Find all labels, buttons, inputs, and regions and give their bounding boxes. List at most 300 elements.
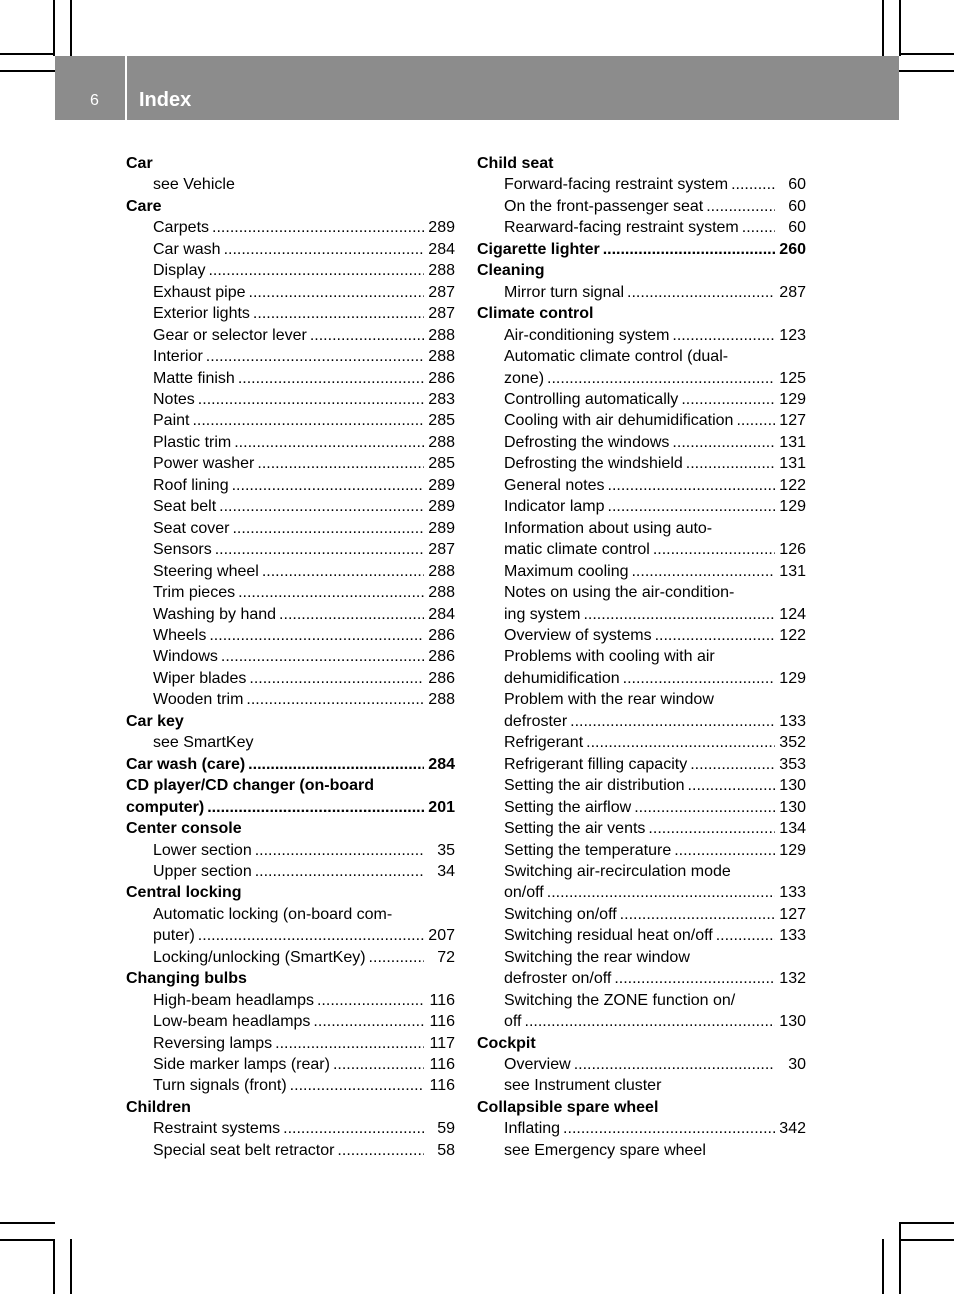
index-subentry (126, 925, 455, 946)
dot-leader (283, 1118, 424, 1139)
index-subentry (477, 368, 806, 389)
index-subentry (126, 646, 455, 667)
entry-text: Collapsible spare wheel (477, 1098, 659, 1116)
page-ref[interactable]: 207 (428, 927, 455, 945)
index-subentry (126, 282, 455, 303)
index-subentry (477, 432, 806, 453)
entry-text: Switching the rear window (504, 948, 690, 966)
index-heading (126, 754, 455, 775)
dot-leader (248, 754, 424, 775)
page-ref[interactable]: 286 (428, 369, 455, 387)
index-subentry (126, 1118, 455, 1139)
page-ref[interactable]: 353 (779, 755, 806, 773)
page-ref[interactable]: 134 (779, 820, 806, 838)
index-subentry (126, 840, 455, 861)
entry-text: computer) (126, 798, 205, 816)
dot-leader (563, 1118, 775, 1139)
dot-leader (620, 904, 775, 925)
page-ref[interactable]: 286 (428, 669, 455, 687)
entry-text: Car (126, 155, 153, 172)
index-subentry (126, 260, 455, 281)
dot-leader (547, 882, 775, 903)
page-ref[interactable]: 60 (788, 176, 806, 194)
page-ref[interactable]: 30 (788, 1056, 806, 1074)
entry-text: Rearward-facing restraint system (504, 219, 739, 237)
dot-leader (655, 625, 775, 646)
entry-text: Washing by hand (153, 605, 277, 623)
entry-text: Wiper blades (153, 669, 247, 687)
page-ref[interactable]: 342 (779, 1120, 806, 1138)
dot-leader (686, 453, 775, 474)
entry-text: zone) (504, 369, 545, 387)
index-subentry (126, 325, 455, 346)
page-ref[interactable]: 58 (437, 1141, 455, 1159)
index-subentry (477, 925, 806, 946)
entry-text: Exhaust pipe (153, 283, 246, 301)
dot-leader (275, 1033, 424, 1054)
entry-text: Carpets (153, 219, 210, 237)
entry-text: ing system (504, 605, 581, 623)
entry-text: Problems with cooling with air (504, 648, 715, 666)
index-subentry (126, 239, 455, 260)
entry-text: Cockpit (477, 1034, 536, 1052)
page-ref[interactable]: 288 (428, 326, 455, 344)
page-ref[interactable]: 133 (779, 712, 806, 730)
page-ref[interactable]: 117 (429, 1034, 455, 1052)
page-ref[interactable]: 133 (779, 884, 806, 902)
dot-leader (249, 668, 424, 689)
entry-text: General notes (504, 476, 605, 494)
index-heading (126, 818, 455, 839)
page-ref[interactable]: 287 (779, 283, 806, 301)
page-ref[interactable]: 133 (779, 927, 806, 945)
index-subentry (477, 732, 806, 753)
index-subentry (126, 582, 455, 603)
page-ref[interactable]: 129 (779, 390, 806, 408)
index-heading (477, 1033, 806, 1054)
index-subentry (126, 1011, 455, 1032)
index-subentry (477, 711, 806, 732)
entry-text: Switching air-recirculation mode (504, 862, 731, 880)
dot-leader (634, 797, 775, 818)
index-subentry (126, 432, 455, 453)
dot-leader (219, 496, 424, 517)
dot-leader (672, 432, 775, 453)
entry-text: Setting the temperature (504, 841, 672, 859)
dot-leader (653, 539, 775, 560)
dot-leader (608, 496, 776, 517)
index-heading (477, 153, 806, 174)
index-subentry (126, 217, 455, 238)
entry-text: Cigarette lighter (477, 240, 600, 258)
index-subentry (477, 346, 806, 367)
dot-leader (192, 410, 424, 431)
index-subentry (477, 217, 806, 238)
dot-leader (736, 410, 775, 431)
page-ref[interactable]: 287 (428, 541, 455, 559)
page-ref[interactable]: 284 (428, 755, 455, 773)
index-subentry (477, 1011, 806, 1032)
index-subentry (477, 539, 806, 560)
entry-text: Changing bulbs (126, 970, 247, 988)
page-ref[interactable]: 59 (437, 1120, 455, 1138)
entry-text: Car key (126, 712, 184, 730)
page-ref[interactable]: 116 (429, 991, 455, 1009)
page-ref[interactable]: 116 (429, 1013, 455, 1031)
index-subentry (126, 518, 455, 539)
dot-leader (688, 775, 775, 796)
dot-leader (198, 925, 424, 946)
index-heading (126, 1097, 455, 1118)
crop-mark (899, 53, 954, 55)
entry-text: Refrigerant (504, 734, 584, 752)
entry-text: Center console (126, 820, 242, 838)
index-subentry (126, 904, 455, 925)
page-ref[interactable]: 132 (779, 970, 806, 988)
index-heading (126, 775, 455, 796)
index-subentry (477, 174, 806, 195)
index-subentry (477, 818, 806, 839)
dot-leader (674, 840, 775, 861)
entry-text: On the front-passenger seat (504, 197, 704, 215)
crop-mark (70, 0, 72, 56)
dot-leader (706, 196, 775, 217)
crop-mark (0, 1239, 55, 1241)
entry-text: Cooling with air dehumidification (504, 412, 734, 430)
dot-leader (313, 1011, 424, 1032)
dot-leader (547, 368, 775, 389)
page-ref[interactable]: 352 (779, 734, 806, 752)
page-ref[interactable]: 131 (779, 433, 806, 451)
crop-mark (882, 0, 884, 56)
index-subentry (477, 1054, 806, 1075)
index-subentry (477, 196, 806, 217)
dot-leader (333, 1054, 424, 1075)
page-ref[interactable]: 60 (788, 219, 806, 237)
index-column-left (126, 153, 455, 1161)
index-subentry (126, 303, 455, 324)
index-subentry (477, 561, 806, 582)
index-subentry (126, 625, 455, 646)
dot-leader (583, 604, 775, 625)
entry-text: see Emergency spare wheel (504, 1141, 706, 1159)
page-ref[interactable]: 288 (428, 262, 455, 280)
entry-text: Setting the airflow (504, 798, 632, 816)
page-ref[interactable]: 288 (428, 691, 455, 709)
page-ref[interactable]: 288 (428, 433, 455, 451)
index-subentry (126, 604, 455, 625)
dot-leader (224, 239, 424, 260)
page-ref[interactable]: 34 (437, 862, 455, 880)
dot-leader (255, 840, 424, 861)
page-ref[interactable]: 286 (428, 626, 455, 644)
entry-text: off (504, 1013, 522, 1031)
page-ref[interactable]: 131 (779, 562, 806, 580)
page-ref[interactable]: 284 (428, 240, 455, 258)
entry-text: see Instrument cluster (504, 1077, 662, 1095)
entry-text: Switching residual heat on/off (504, 927, 713, 945)
page-ref[interactable]: 288 (428, 562, 455, 580)
index-subentry (477, 947, 806, 968)
entry-text: Plastic trim (153, 433, 232, 451)
entry-text: Overview (504, 1056, 571, 1074)
index-heading (126, 797, 455, 818)
entry-text: Trim pieces (153, 584, 236, 602)
dot-leader (208, 260, 424, 281)
page-ref[interactable]: 283 (428, 390, 455, 408)
header-divider (125, 56, 127, 120)
entry-text: Inflating (504, 1120, 561, 1138)
page-ref[interactable]: 127 (779, 412, 806, 430)
entry-text: Locking/unlocking (SmartKey) (153, 948, 366, 966)
entry-text: Setting the air distribution (504, 777, 685, 795)
dot-leader (238, 368, 424, 389)
page-ref[interactable]: 125 (779, 369, 806, 387)
entry-text: Notes (153, 390, 195, 408)
index-subentry (126, 368, 455, 389)
index-subentry (477, 754, 806, 775)
index-subentry (477, 410, 806, 431)
index-subentry (477, 775, 806, 796)
dot-leader (627, 282, 775, 303)
dot-leader (257, 453, 424, 474)
entry-text: puter) (153, 927, 195, 945)
index-subentry (477, 518, 806, 539)
page-ref[interactable]: 129 (779, 841, 806, 859)
page-ref[interactable]: 72 (437, 948, 455, 966)
page-header (55, 56, 899, 120)
page-ref[interactable]: 289 (428, 498, 455, 516)
page-ref[interactable]: 122 (779, 626, 806, 644)
entry-text: on/off (504, 884, 544, 902)
page-ref[interactable]: 116 (429, 1077, 455, 1095)
entry-text: Climate control (477, 305, 594, 323)
dot-leader (614, 968, 775, 989)
page-ref[interactable]: 287 (428, 305, 455, 323)
entry-text: Switching the ZONE function on/ (504, 991, 736, 1009)
entry-text: Central locking (126, 884, 242, 902)
dot-leader (290, 1075, 424, 1096)
entry-text: Roof lining (153, 476, 229, 494)
crop-mark (0, 53, 55, 55)
dot-leader (603, 239, 775, 260)
entry-text: Sensors (153, 541, 212, 559)
dot-leader (731, 174, 775, 195)
index-subentry (477, 646, 806, 667)
dot-leader (690, 754, 775, 775)
crop-mark (53, 0, 55, 56)
index-subentry (126, 389, 455, 410)
index-subentry (477, 861, 806, 882)
dot-leader (238, 582, 424, 603)
page-ref[interactable]: 122 (779, 476, 806, 494)
page-ref[interactable]: 127 (779, 905, 806, 923)
page-ref[interactable]: 260 (779, 240, 806, 258)
dot-leader (672, 325, 775, 346)
entry-text: Windows (153, 648, 218, 666)
dot-leader (525, 1011, 776, 1032)
page-ref[interactable]: 288 (428, 348, 455, 366)
page-ref[interactable]: 286 (428, 648, 455, 666)
index-subentry (477, 668, 806, 689)
page-ref[interactable]: 284 (428, 605, 455, 623)
entry-text: Reversing lamps (153, 1034, 273, 1052)
index-heading (477, 1097, 806, 1118)
crop-mark (70, 1239, 72, 1294)
crop-mark (0, 70, 55, 72)
page-ref[interactable]: 130 (779, 1013, 806, 1031)
entry-text: Problem with the rear window (504, 691, 714, 709)
index-heading (477, 239, 806, 260)
index-subentry (126, 990, 455, 1011)
entry-text: Special seat belt retractor (153, 1141, 335, 1159)
dot-leader (279, 604, 424, 625)
page-ref[interactable]: 60 (788, 197, 806, 215)
dot-leader (215, 539, 424, 560)
crop-mark (899, 70, 954, 72)
dot-leader (337, 1140, 424, 1161)
index-subentry (477, 797, 806, 818)
page-ref[interactable]: 201 (428, 798, 455, 816)
dot-leader (212, 217, 424, 238)
dot-leader (253, 303, 424, 324)
index-subentry (477, 904, 806, 925)
dot-leader (574, 1054, 775, 1075)
entry-text: Child seat (477, 155, 554, 172)
index-subentry (126, 561, 455, 582)
entry-text: Children (126, 1098, 191, 1116)
index-subentry (477, 625, 806, 646)
index-subentry (477, 1118, 806, 1139)
index-subentry (477, 990, 806, 1011)
entry-text: Refrigerant filling capacity (504, 755, 688, 773)
entry-text: Defrosting the windows (504, 433, 670, 451)
page-ref[interactable]: 288 (428, 584, 455, 602)
index-subentry (126, 1033, 455, 1054)
page-ref[interactable]: 35 (437, 841, 455, 859)
entry-text: Setting the air vents (504, 820, 646, 838)
crop-mark (899, 0, 901, 56)
entry-text: Controlling automatically (504, 390, 679, 408)
entry-text: Automatic climate control (dual- (504, 348, 729, 366)
page-ref[interactable]: 289 (428, 519, 455, 537)
index-heading (126, 153, 455, 174)
index-subentry (126, 1140, 455, 1161)
entry-text: Notes on using the air-condition- (504, 584, 735, 602)
index-subentry (126, 732, 455, 753)
dot-leader (681, 389, 775, 410)
page-ref[interactable]: 289 (428, 476, 455, 494)
index-heading (126, 968, 455, 989)
entry-text: Defrosting the windshield (504, 455, 683, 473)
entry-text: Care (126, 197, 162, 215)
index-subentry (477, 496, 806, 517)
entry-text: Seat cover (153, 519, 230, 537)
entry-text: Display (153, 262, 206, 280)
index-subentry (126, 539, 455, 560)
dot-leader (209, 625, 424, 646)
entry-text: Air-conditioning system (504, 326, 670, 344)
page-ref[interactable]: 129 (779, 498, 806, 516)
entry-text: Exterior lights (153, 305, 250, 323)
index-subentry (477, 282, 806, 303)
page-ref[interactable]: 116 (429, 1056, 455, 1074)
entry-text: Information about using auto- (504, 519, 713, 537)
index-column-right (477, 153, 806, 1161)
index-subentry (126, 174, 455, 195)
index-list-left (126, 153, 455, 1161)
entry-text: Turn signals (front) (153, 1077, 287, 1095)
index-subentry (126, 453, 455, 474)
index-heading (126, 882, 455, 903)
entry-text: Seat belt (153, 498, 217, 516)
entry-text: Restraint systems (153, 1120, 281, 1138)
dot-leader (623, 668, 775, 689)
index-heading (477, 260, 806, 281)
entry-text: Maximum cooling (504, 562, 629, 580)
page-ref[interactable]: 126 (779, 541, 806, 559)
dot-leader (249, 282, 424, 303)
entry-text: Car wash (153, 240, 221, 258)
dot-leader (570, 711, 775, 732)
page-ref[interactable]: 123 (779, 326, 806, 344)
dot-leader (262, 561, 424, 582)
dot-leader (206, 346, 424, 367)
entry-text: Matte finish (153, 369, 235, 387)
index-heading (126, 711, 455, 732)
crop-mark (899, 1222, 901, 1294)
index-list-right (477, 153, 806, 1161)
page-ref[interactable]: 287 (428, 283, 455, 301)
dot-leader (255, 861, 424, 882)
entry-text: Steering wheel (153, 562, 259, 580)
entry-text: see Vehicle (153, 176, 235, 194)
entry-text: defroster (504, 712, 568, 730)
entry-text: Indicator lamp (504, 498, 605, 516)
entry-text: Gear or selector lever (153, 326, 307, 344)
entry-text: Cleaning (477, 262, 545, 280)
index-subentry (126, 861, 455, 882)
dot-leader (648, 818, 775, 839)
index-subentry (477, 453, 806, 474)
index-subentry (477, 325, 806, 346)
index-subentry (126, 668, 455, 689)
dot-leader (317, 990, 424, 1011)
index-subentry (126, 1054, 455, 1075)
entry-text: defroster on/off (504, 970, 612, 988)
entry-text: Lower section (153, 841, 252, 859)
page-ref[interactable]: 289 (428, 219, 455, 237)
page-ref[interactable]: 130 (779, 777, 806, 795)
page-ref[interactable]: 124 (779, 605, 806, 623)
entry-text: Car wash (care) (126, 755, 246, 773)
crop-mark (899, 1222, 954, 1224)
entry-text: Wheels (153, 626, 207, 644)
entry-text: Forward-facing restraint system (504, 176, 729, 194)
index-subentry (477, 1140, 806, 1161)
page-ref[interactable]: 285 (428, 412, 455, 430)
page-number: 6 (90, 92, 99, 109)
dot-leader (221, 646, 424, 667)
dot-leader (586, 732, 775, 753)
page-ref[interactable]: 285 (428, 455, 455, 473)
index-subentry (477, 840, 806, 861)
crop-mark (882, 1239, 884, 1294)
index-subentry (477, 604, 806, 625)
page-ref[interactable]: 129 (779, 669, 806, 687)
page-ref[interactable]: 130 (779, 798, 806, 816)
page-ref[interactable]: 131 (779, 455, 806, 473)
